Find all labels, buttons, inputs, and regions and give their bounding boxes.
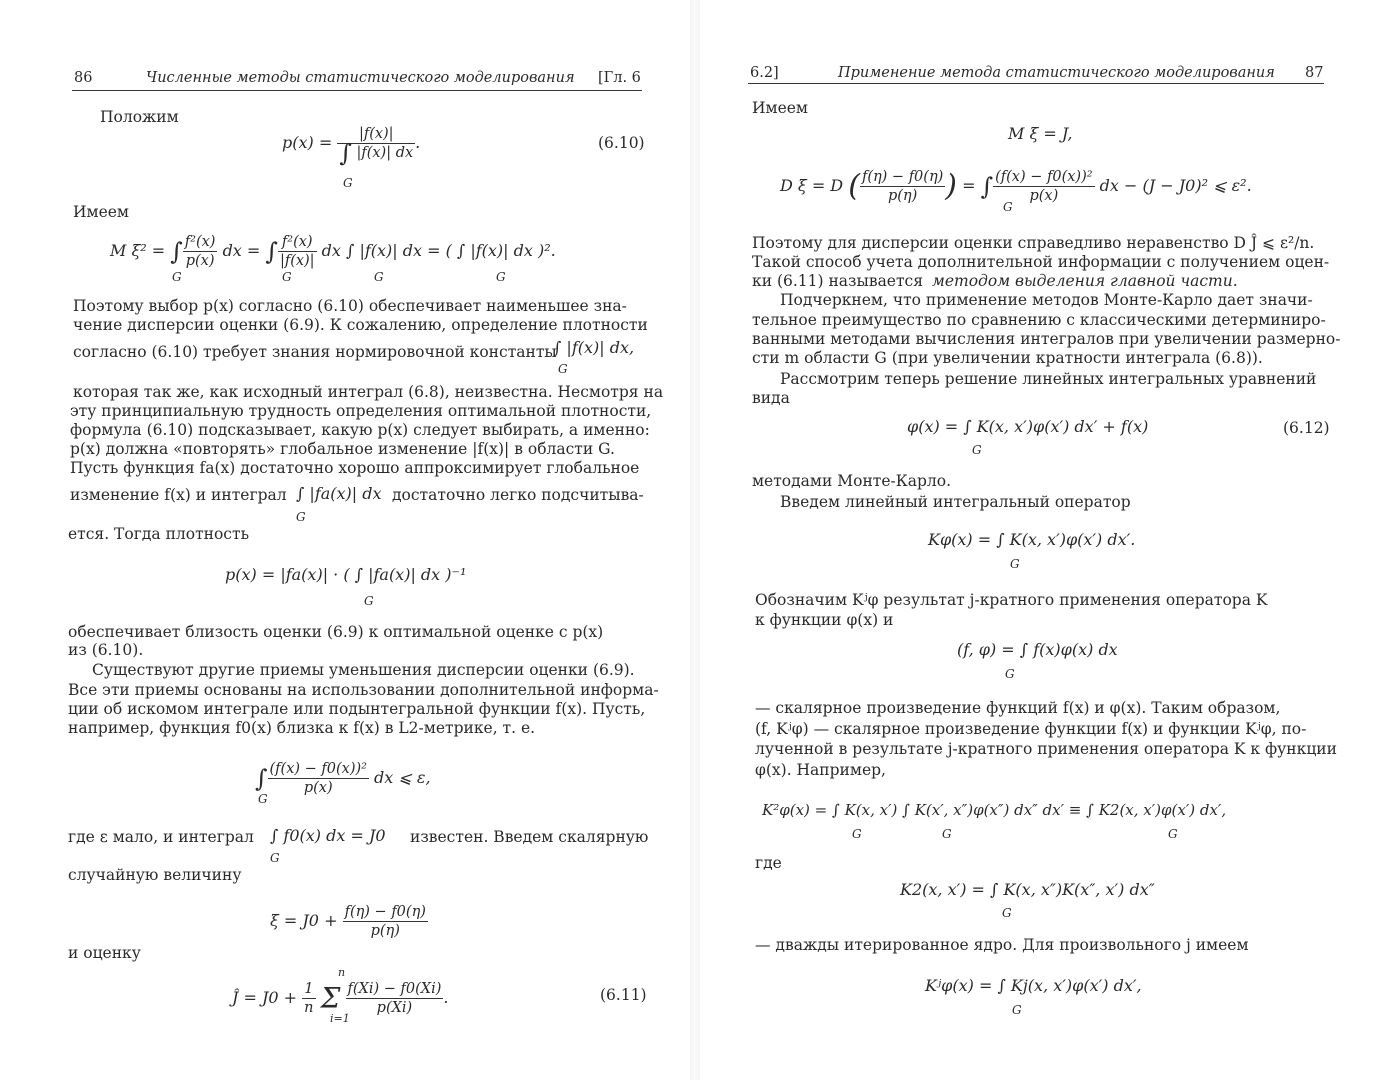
text-line: Все эти приемы основаны на использовании дополнительной информа- <box>68 681 659 699</box>
text-line: ванными методами вычисления интегралов при увеличении размерно- <box>752 330 1341 348</box>
text-line: Имеем <box>752 99 808 117</box>
emphasis-term: методом выделения главной части. <box>932 272 1238 290</box>
text-line: — скалярное произведение функций f(x) и φ(x). Таким образом, <box>755 699 1281 717</box>
equation-m-xi: M ξ = J, <box>1008 124 1073 143</box>
text-line: и оценку <box>68 944 141 962</box>
equation-6-12: φ(x) = ∫ K(x, x′)φ(x′) dx′ + f(x) <box>907 417 1149 436</box>
text-line: достаточно легко подсчитыва- <box>392 486 644 504</box>
equation-k-operator: Kφ(x) = ∫ K(x, x′)φ(x′) dx′. <box>928 530 1136 549</box>
header-rule <box>748 83 1324 84</box>
header-rule <box>72 90 642 91</box>
equation-xi: ξ = J0 + $\frac{f(\eta) - f0(\eta)}{p(\eta)}$ <box>270 904 426 939</box>
running-title: Применение метода статистического моделирования <box>838 65 1275 81</box>
text-line: Введем линейный интегральный оператор <box>780 493 1131 511</box>
equation-6-10: p(x) = $\frac{|f(x)|}{\int |f(x)| dx}$ . <box>282 126 421 167</box>
text-line: Обозначим Kʲφ результат j-кратного применения оператора K <box>755 591 1268 609</box>
text-line: к функции φ(x) и <box>755 611 894 629</box>
j0-integral: ∫ f0(x) dx = J0 <box>270 826 386 845</box>
equation-m-xi2: M ξ² = ∫ $\frac{\text{f²(x)}}{p(x)}$ dx = ∫ $\frac{\text{f²(x)}}{|f(x)|}$ dx ∫ |f(x)| dx = ( ∫ |f(x)| dx )². <box>110 234 556 269</box>
equation-density: p(x) = |fa(x)| · ( ∫ |fa(x)| dx )⁻¹ <box>225 565 467 584</box>
text-line: Имеем <box>73 203 129 221</box>
text-line: ки (6.11) называется <box>752 272 924 290</box>
sum-upper-limit: n <box>338 966 346 979</box>
integral-domain: G <box>172 270 182 284</box>
integral-domain: G <box>258 792 268 806</box>
text-line: обеспечивает близость оценки (6.9) к оптимальной оценке с p(x) <box>68 623 604 641</box>
text-line: вида <box>752 389 790 407</box>
integral-domain: G <box>364 594 374 608</box>
section-label: 6.2] <box>750 65 779 81</box>
equation-k2-kernel: K2(x, x′) = ∫ K(x, x″)K(x″, x′) dx″ <box>900 880 1155 899</box>
integral-domain: G <box>270 851 280 865</box>
text-line: Существуют другие приемы уменьшения дисперсии оценки (6.9). <box>92 661 635 679</box>
text-line: Подчеркнем, что применение методов Монте-Карло дает значи- <box>780 291 1313 309</box>
text-line: где ε мало, и интеграл <box>68 828 254 846</box>
sum-lower-limit: i=1 <box>330 1012 350 1025</box>
integral-domain: G <box>282 270 292 284</box>
text-line: тельное преимущество по сравнению с классическими детерминиро- <box>752 311 1326 329</box>
chapter-label: [Гл. 6 <box>598 70 641 86</box>
integral-domain: G <box>972 443 982 457</box>
integral-domain: G <box>1002 906 1012 920</box>
integral-domain: G <box>1010 557 1020 571</box>
text-line: Рассмотрим теперь решение линейных интегральных уравнений <box>780 370 1317 388</box>
equation-6-11: Ĵ = J0 + $\frac{1}{n}$ Σ $\frac{f(Xi) - f0(Xi)}{p(Xi)}$ . <box>232 981 449 1016</box>
integral-domain: G <box>296 510 306 524</box>
fa-integral: ∫ |fa(x)| dx <box>296 484 382 503</box>
equation-k2: K²φ(x) = ∫ K(x, x′) ∫ K(x′, x″)φ(x″) dx″ dx′ ≡ ∫ K2(x, x′)φ(x′) dx′, <box>762 801 1227 819</box>
text-line: — дважды итерированное ядро. Для произвольного j имеем <box>755 936 1249 954</box>
equation-d-xi: D ξ = D ( $\frac{f(\eta) - f0(\eta)}{p(\eta)}$ ) = ∫ $\frac{\text{(f(x) − f0(x))²}}{p(x)}$ dx − (J − J0)² ⩽ ε². <box>780 168 1252 204</box>
equation-label: (6.12) <box>1283 419 1330 437</box>
text-line: Поэтому выбор p(x) согласно (6.10) обеспечивает наименьшее зна- <box>73 297 627 315</box>
text-line: (f, Kʲφ) — скалярное произведение функции f(x) и функции Kʲφ, по- <box>755 720 1307 738</box>
text-line: известен. Введем скалярную <box>410 828 649 846</box>
equation-label: (6.10) <box>598 134 645 152</box>
text-line: формула (6.10) подсказывает, какую p(x) следует выбирать, а именно: <box>70 421 650 439</box>
page-number: 86 <box>74 70 93 86</box>
normalizing-constant: ∫ |f(x)| dx, <box>553 338 635 357</box>
text-line: Поэтому для дисперсии оценки справедливо неравенство D Ĵ ⩽ ε²/n. <box>752 234 1315 252</box>
text-line: где <box>755 854 782 872</box>
integral-domain: G <box>1005 667 1015 681</box>
text-line: сти m области G (при увеличении кратности интеграла (6.8)). <box>752 349 1263 367</box>
text-line: лученной в результате j-кратного применения оператора K к функции <box>755 740 1337 758</box>
left-page <box>0 0 690 1080</box>
text-line: p(x) должна «повторять» глобальное изменение |f(x)| в области G. <box>70 440 615 458</box>
equation-kj: Kʲφ(x) = ∫ Kj(x, x′)φ(x′) dx′, <box>925 976 1142 995</box>
equation-inner-product: (f, φ) = ∫ f(x)φ(x) dx <box>957 640 1118 659</box>
right-page <box>700 0 1391 1080</box>
integral-domain: G <box>558 362 568 376</box>
text-line: согласно (6.10) требует знания нормировочной константы <box>73 343 557 361</box>
integral-domain: G <box>1012 1003 1022 1017</box>
running-title: Численные методы статистического моделирования <box>146 70 575 86</box>
text-line: методами Монте-Карло. <box>752 472 952 490</box>
text-line: ется. Тогда плотность <box>68 525 250 543</box>
integral-domain: G <box>496 270 506 284</box>
integral-domain: G <box>942 827 952 841</box>
equation-label: (6.11) <box>600 986 647 1004</box>
text-line: чение дисперсии оценки (6.9). К сожалению, определение плотности <box>73 316 648 334</box>
integral-domain: G <box>1003 200 1013 214</box>
text-line: например, функция f0(x) близка к f(x) в L2-метрике, т. е. <box>68 719 536 737</box>
integral-domain: G <box>1168 827 1178 841</box>
text-line: которая так же, как исходный интеграл (6.8), неизвестна. Несмотря на <box>73 383 664 401</box>
book-gutter <box>690 0 700 1080</box>
equation-l2: ∫ $\frac{\text{(f(x) − f0(x))²}}{p(x)}$ dx ⩽ ε, <box>255 761 431 796</box>
text-line: случайную величину <box>68 866 242 884</box>
text-line: Положим <box>100 108 179 126</box>
page-number: 87 <box>1305 65 1324 81</box>
text-line: изменение f(x) и интеграл <box>70 486 287 504</box>
integral-domain: G <box>343 176 353 190</box>
integral-domain: G <box>374 270 384 284</box>
text-line: ции об искомом интеграле или подынтегральной функции f(x). Пусть, <box>68 700 646 718</box>
text-line: эту принципиальную трудность определения оптимальной плотности, <box>70 402 652 420</box>
integral-domain: G <box>852 827 862 841</box>
text-line: из (6.10). <box>68 641 144 659</box>
text-line: φ(x). Например, <box>755 761 886 779</box>
text-line: Такой способ учета дополнительной информации с получением оцен- <box>752 253 1330 271</box>
text-line: Пусть функция fa(x) достаточно хорошо аппроксимирует глобальное <box>70 459 640 477</box>
